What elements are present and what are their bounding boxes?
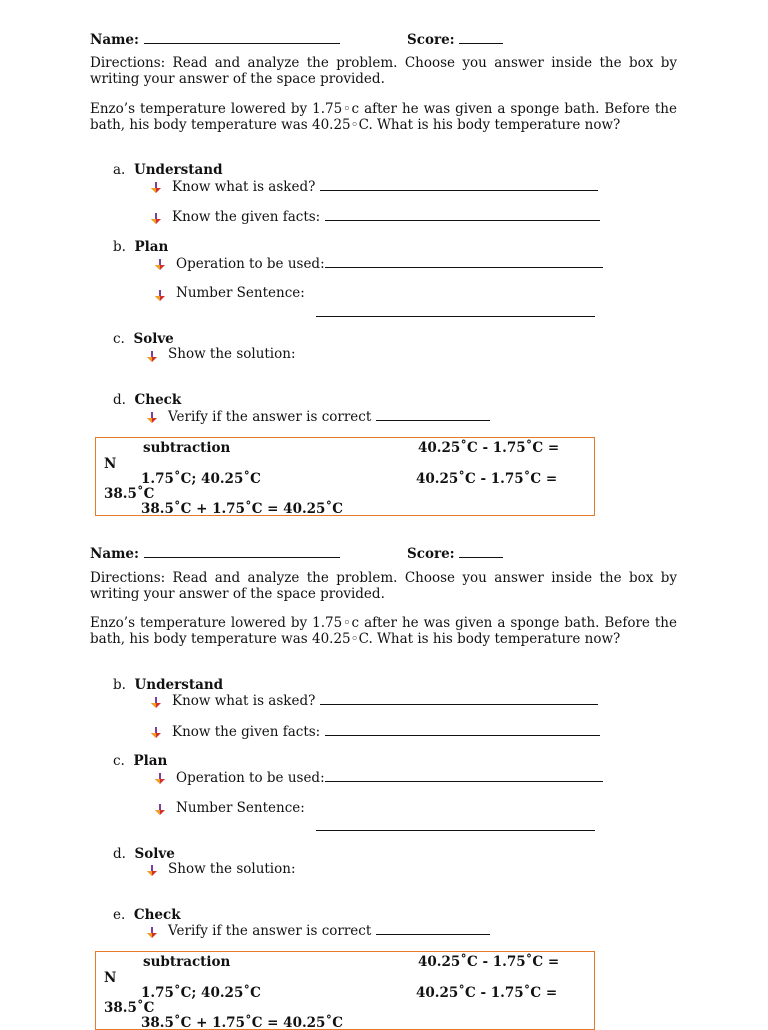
step-understand-heading: b. Understand (113, 677, 224, 693)
step-understand-heading: a. Understand (113, 162, 223, 178)
know-given-facts: Know the given facts: (172, 209, 600, 225)
step-solve-heading: d. Solve (113, 846, 175, 862)
arrow-bullet-icon (153, 258, 167, 272)
choice-number-sentence: 40.25˚C - 1.75˚C = (416, 985, 558, 1001)
name-label: Name: (90, 32, 340, 48)
choice-given-facts: 1.75˚C; 40.25˚C (141, 985, 261, 1001)
arrow-bullet-icon (145, 350, 159, 364)
choice-variable: N (104, 456, 117, 472)
arrow-bullet-icon (153, 803, 167, 817)
arrow-bullet-icon (145, 411, 159, 425)
operation-to-be-used: Operation to be used: (176, 770, 603, 786)
arrow-bullet-icon (149, 696, 163, 710)
choice-number-sentence: 40.25˚C - 1.75˚C = (416, 471, 558, 487)
answer-blank[interactable] (376, 923, 490, 935)
number-sentence-blank[interactable] (316, 819, 595, 835)
score-blank[interactable] (459, 546, 503, 558)
step-check-heading: d. Check (113, 392, 182, 408)
number-sentence: Number Sentence: (176, 800, 305, 816)
worksheet-2 (0, 514, 768, 1029)
arrow-bullet-icon (153, 772, 167, 786)
choice-operation: subtraction (143, 440, 231, 456)
verify-answer: Verify if the answer is correct (168, 923, 490, 939)
arrow-bullet-icon (153, 289, 167, 303)
answer-blank[interactable] (325, 256, 603, 268)
problem-text: Enzo’s temperature lowered by 1.75◦c after he was given a sponge bath. Before the bath, his body temperature was 40.25◦C. What is his body temperature now? (90, 101, 677, 133)
know-what-is-asked: Know what is asked? (172, 693, 598, 709)
step-plan-heading: c. Plan (113, 753, 168, 769)
directions: Directions: Read and analyze the problem. Choose you answer inside the box by writing your answer of the space provided. (90, 570, 677, 602)
answer-blank[interactable] (325, 724, 600, 736)
step-solve-heading: c. Solve (113, 331, 174, 347)
number-sentence: Number Sentence: (176, 285, 305, 301)
choice-check: 38.5˚C + 1.75˚C = 40.25˚C (141, 501, 343, 516)
number-sentence-blank[interactable] (316, 305, 595, 321)
score-blank[interactable] (459, 32, 503, 44)
name-label: Name: (90, 546, 340, 562)
choice-equation: 40.25˚C - 1.75˚C = (418, 954, 560, 970)
arrow-bullet-icon (149, 212, 163, 226)
arrow-bullet-icon (149, 726, 163, 740)
step-plan-heading: b. Plan (113, 239, 169, 255)
problem-text: Enzo’s temperature lowered by 1.75◦c after he was given a sponge bath. Before the bath, his body temperature was 40.25◦C. What is his body temperature now? (90, 615, 677, 647)
choice-variable: N (104, 970, 117, 986)
choice-operation: subtraction (143, 954, 231, 970)
answer-blank[interactable] (320, 693, 598, 705)
arrow-bullet-icon (149, 181, 163, 195)
step-check-heading: e. Check (113, 907, 181, 923)
choice-given-facts: 1.75˚C; 40.25˚C (141, 471, 261, 487)
name-blank[interactable] (144, 546, 340, 558)
know-given-facts: Know the given facts: (172, 724, 600, 740)
directions: Directions: Read and analyze the problem. Choose you answer inside the box by writing your answer of the space provided. (90, 55, 677, 87)
choice-equation: 40.25˚C - 1.75˚C = (418, 440, 560, 456)
arrow-bullet-icon (145, 864, 159, 878)
know-what-is-asked: Know what is asked? (172, 179, 598, 195)
answer-blank[interactable] (325, 209, 600, 221)
verify-answer: Verify if the answer is correct (168, 409, 490, 425)
answer-blank[interactable] (320, 179, 598, 191)
score-label: Score: (407, 546, 503, 562)
answer-blank[interactable] (325, 770, 603, 782)
choice-answer: 38.5˚C (104, 1000, 155, 1016)
answer-choices-box (95, 437, 595, 516)
show-the-solution: Show the solution: (168, 346, 296, 362)
operation-to-be-used: Operation to be used: (176, 256, 603, 272)
show-the-solution: Show the solution: (168, 861, 296, 877)
name-blank[interactable] (144, 32, 340, 44)
choice-answer: 38.5˚C (104, 486, 155, 502)
answer-choices-box (95, 951, 595, 1030)
arrow-bullet-icon (145, 926, 159, 940)
score-label: Score: (407, 32, 503, 48)
choice-check: 38.5˚C + 1.75˚C = 40.25˚C (141, 1015, 343, 1030)
answer-blank[interactable] (376, 409, 490, 421)
